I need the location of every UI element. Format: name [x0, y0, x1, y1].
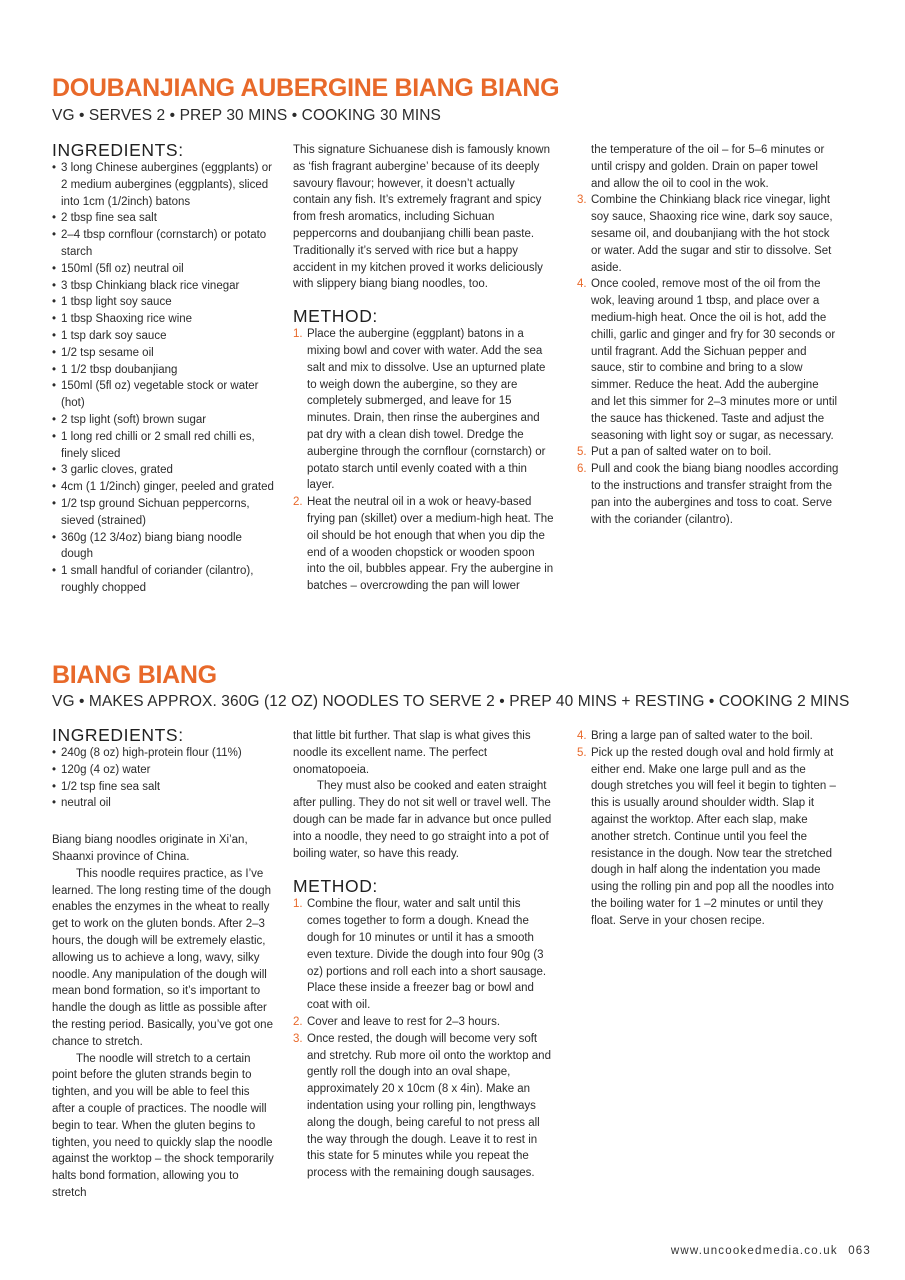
ingredient-item: • 150ml (5fl oz) neutral oil — [52, 261, 274, 278]
step-number: 4. — [577, 730, 587, 742]
page-footer — [671, 1245, 871, 1257]
recipe1-method-list — [293, 326, 555, 595]
method-step — [577, 444, 839, 461]
step-number: 5. — [577, 746, 587, 759]
ingredient-item: • 3 long Chinese aubergines (eggplants) or 2 medium aubergines (eggplants), sliced into 1cm (1/2inch) batons — [52, 160, 274, 210]
method-step — [577, 745, 839, 930]
ingredient-item: • 1/2 tsp ground Sichuan peppercorns, sieved (strained) — [52, 496, 274, 530]
step-text: Pick up the rested dough oval and hold firmly at either end. Make one large pull and as the dough stretches you will feel it begin to tighten – this is usually around shoulder width. Slap it against the worktop. After each slap, make another stretch. Continue until you feel the resistance in the dough. Now tear the stretched dough in half along the indentation you made using the rolling pin and pop all the noodles into the boiling water for 1 –2 minutes or until they float. Serve in your chosen recipe. — [591, 746, 836, 927]
ingredient-item: • 1 tsp dark soy sauce — [52, 328, 274, 345]
step-number: 4. — [577, 278, 587, 291]
step-number: 1. — [293, 898, 303, 911]
ingredient-item: • 3 tbsp Chinkiang black rice vinegar — [52, 278, 274, 295]
step-number: 6. — [577, 463, 587, 476]
recipe2-subtitle: VG • MAKES APPROX. 360G (12 OZ) NOODLES TO SERVE 2 • PREP 40 MINS + RESTING • COOKING 2 MINS — [52, 693, 850, 710]
method-step — [293, 896, 555, 1014]
recipe2-intro-p3: The noodle will stretch to a certain point before the gluten strands begin to tighten, and you will be able to feel this after a couple of practices. The noodle will begin to tear. When the gluten begins to tighten, you need to quickly slap the noodle against the worktop – the shock temporarily halts bond formation, allowing you to stretch — [52, 1052, 274, 1199]
recipe1-intro: This signature Sichuanese dish is famously known as ‘fish fragrant aubergine’ because of its deeply savoury flavour; however, it doesn’t actually contain any fish. It’s extremely fragrant and spicy from fresh aromatics, including Sichuan peppercorns and doubanjiang chilli bean paste. Traditionally it’s served with rice but a happy accident in my kitchen proved it works deliciously with slippery biang biang noodles, too. — [293, 144, 550, 291]
recipe2-intro-continued: that little bit further. That slap is what gives this noodle its excellent name. The perfect onomatopoeia. — [293, 730, 531, 776]
ingredient-item: • 2 tsp light (soft) brown sugar — [52, 412, 274, 429]
recipe1-ingredients-list — [52, 160, 274, 597]
recipe2-method-heading: METHOD: — [293, 876, 378, 897]
recipe2-intro-column — [293, 728, 555, 1182]
recipe2-intro-p2: This noodle requires practice, as I’ve learned. The long resting time of the dough enables the enzymes in the wheat to really get to work on the gluten bonds. After 2–3 hours, the dough will be extremely elastic, allowing us to achieve a long, wavy, silky noodle. Any manipulation of the dough will mean bond formation, so it’s important to handle the dough as little as possible after the resting period. Basically, you’ve got one chance to stretch. — [52, 867, 273, 1048]
step-text: Combine the Chinkiang black rice vinegar, light soy sauce, Shaoxing rice wine, dark soy sauce, sesame oil, and doubanjiang with the hot stock or water. Add the sugar and stir to dissolve. Set aside. — [591, 194, 833, 274]
method-step — [577, 461, 839, 528]
recipe2-ingredients-heading: INGREDIENTS: — [52, 725, 184, 745]
recipe2-intro-p1: Biang biang noodles originate in Xi’an, Shaanxi province of China. — [52, 834, 248, 863]
recipe2-ingredients-list — [52, 745, 274, 812]
recipe1-ingredients-heading: INGREDIENTS: — [52, 140, 184, 160]
ingredient-item: • 1/2 tsp fine sea salt — [52, 779, 274, 796]
method-step — [293, 494, 555, 595]
ingredient-item: • 2 tbsp fine sea salt — [52, 210, 274, 227]
method-step — [293, 1031, 555, 1182]
step-number: 3. — [577, 194, 587, 207]
ingredient-item: • neutral oil — [52, 795, 274, 812]
step-text: Once cooled, remove most of the oil from the wok, leaving around 1 tbsp, and place over a medium-high heat. Once the oil is hot, add the chilli, garlic and ginger and fry for 30 seconds or until fragrant. Add the Sichuan pepper and sauce, stir to combine and bring to a slow simmer. Reduce the heat. Add the aubergine and let this simmer for 2–3 minutes more or until the sauce has thickened. Taste and adjust the seasoning with light soy or sugar, as necessary. — [591, 278, 838, 442]
step-text: Pull and cook the biang biang noodles according to the instructions and transfer straight from the pan into the aubergines and toss to coat. Serve with the coriander (cilantro). — [591, 463, 839, 526]
ingredient-item: • 1 tbsp Shaoxing rice wine — [52, 311, 274, 328]
page-number: 063 — [848, 1245, 871, 1257]
recipe2-title: BIANG BIANG — [52, 661, 217, 689]
step-text: Once rested, the dough will become very soft and stretchy. Rub more oil onto the worktop and gently roll the dough into an oval shape, approximately 20 x 10cm (8 x 4in). Make an indentation using your rolling pin, lengthways along the dough, being careful to not press all the way through the dough. Leave it to rest in this state for 5 minutes while you repeat the process with the remaining dough sausages. — [307, 1032, 551, 1180]
ingredient-item: • 3 garlic cloves, grated — [52, 462, 274, 479]
step-text: Bring a large pan of salted water to the boil. — [591, 730, 813, 742]
method-step — [577, 192, 839, 276]
ingredient-item: • 2–4 tbsp cornflour (cornstarch) or potato starch — [52, 227, 274, 261]
recipe2-intro-p4: They must also be cooked and eaten straight after pulling. They do not sit well or travel well. The dough can be made far in advance but once pulled into a noodle, they need to go straight into a pot of boiling water, so have this ready. — [293, 780, 552, 860]
recipe1-method-continued: the temperature of the oil – for 5–6 minutes or until crispy and golden. Drain on paper towel and allow the oil to cool in the wok. — [591, 144, 825, 190]
ingredient-item: • 1/2 tsp sesame oil — [52, 345, 274, 362]
ingredient-item: • 1 tbsp light soy sauce — [52, 294, 274, 311]
ingredient-item: • 1 1/2 tbsp doubanjiang — [52, 362, 274, 379]
step-number: 1. — [293, 328, 303, 341]
method-step — [577, 276, 839, 444]
recipe1-title: DOUBANJIANG AUBERGINE BIANG BIANG — [52, 74, 560, 102]
step-number: 5. — [577, 446, 587, 459]
recipe1-method-list-continued — [577, 192, 839, 528]
ingredient-item: • 150ml (5fl oz) vegetable stock or water (hot) — [52, 378, 274, 412]
method-step — [293, 326, 555, 494]
method-step — [293, 1014, 555, 1031]
ingredient-item: • 360g (12 3/4oz) biang biang noodle dough — [52, 530, 274, 564]
recipe1-subtitle: VG • SERVES 2 • PREP 30 MINS • COOKING 30 MINS — [52, 107, 441, 124]
ingredient-item: • 1 long red chilli or 2 small red chilli es, finely sliced — [52, 429, 274, 463]
step-text: Put a pan of salted water on to boil. — [591, 446, 772, 459]
ingredient-item: • 240g (8 oz) high-protein flour (11%) — [52, 745, 274, 762]
step-text: Place the aubergine (eggplant) batons in a mixing bowl and cover with water. Add the sea salt and mix to dissolve. Use an upturned plate to weigh down the aubergine, so they are completely submerged, and leave for 15 minutes. Drain, then rinse the aubergines and pat dry with a clean dish towel. Dredge the aubergine through the cornflour (cornstarch) or potato starch until evenly coated with a thin layer. — [307, 328, 546, 492]
step-number: 2. — [293, 496, 303, 509]
step-number: 3. — [293, 1032, 303, 1045]
recipe2-method-column-3 — [577, 728, 839, 930]
step-text: Cover and leave to rest for 2–3 hours. — [307, 1015, 501, 1028]
ingredient-item: • 4cm (1 1/2inch) ginger, peeled and grated — [52, 479, 274, 496]
recipe1-method-heading: METHOD: — [293, 306, 378, 327]
recipe2-method-list-continued — [577, 728, 839, 930]
recipe2-ingredients-column — [52, 725, 274, 1202]
recipe2-method-list — [293, 896, 555, 1182]
recipe1-intro-column — [293, 142, 555, 595]
method-step — [577, 728, 839, 745]
ingredient-item: • 1 small handful of coriander (cilantro), roughly chopped — [52, 563, 274, 597]
step-text: Heat the neutral oil in a wok or heavy-based frying pan (skillet) over a medium-high heat. The oil should be hot enough that when you dip the end of a wooden chopstick or wooden spoon into the oil, bubbles appear. Fry the aubergine in batches – overcrowding the pan will lower — [307, 496, 554, 593]
recipe1-method-column-3 — [577, 142, 839, 528]
ingredient-item: • 120g (4 oz) water — [52, 762, 274, 779]
step-number: 2. — [293, 1015, 303, 1028]
step-text: Combine the flour, water and salt until this comes together to form a dough. Knead the dough for 10 minutes or until it has a smooth even texture. Divide the dough into four 90g (3 oz) portions and roll each into a short sausage. Place these inside a freezer bag or bowl and coat with oil. — [307, 898, 547, 1012]
footer-url: www.uncookedmedia.co.uk — [670, 1245, 838, 1257]
recipe1-ingredients-column — [52, 140, 274, 597]
